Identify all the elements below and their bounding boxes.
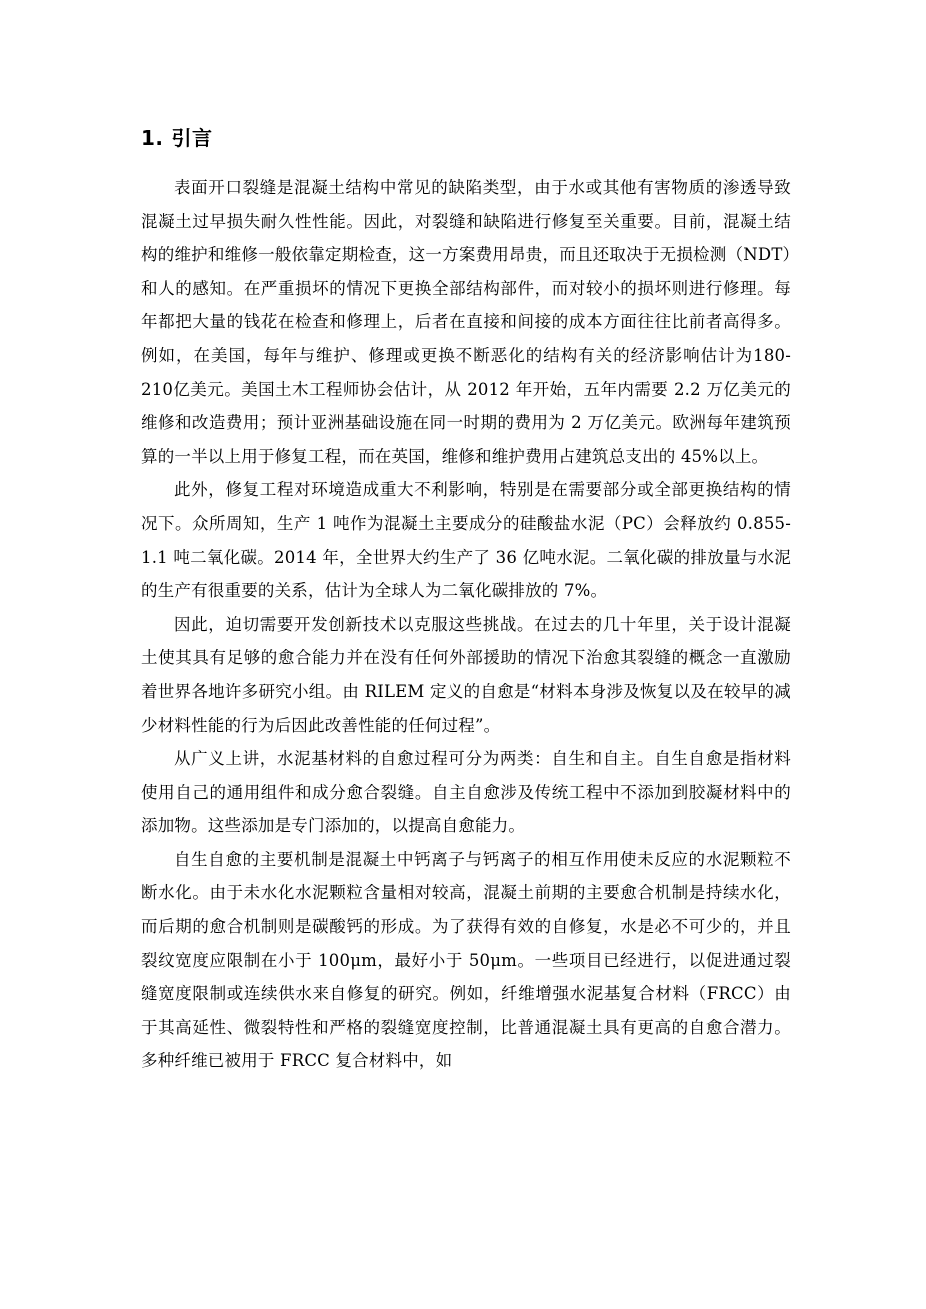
paragraph: 从广义上讲，水泥基材料的自愈过程可分为两类：自生和自主。自生自愈是指材料使用自己的通用组件和成分愈合裂缝。自主自愈涉及传统工程中不添加到胶凝材料中的添加物。这些添加是专门添加的，以提高自愈能力。 <box>141 749 791 836</box>
paragraph: 此外，修复工程对环境造成重大不利影响，特别是在需要部分或全部更换结构的情况下。众所周知，生产 1 吨作为混凝土主要成分的硅酸盐水泥（PC）会释放约 0.855-1.1 吨二氧化碳。2014 年，全世界大约生产了 36 亿吨水泥。二氧化碳的排放量与水泥的生产有很重要的关系，估计为全球人为二氧化碳排放的 7%。 <box>141 480 791 601</box>
paragraph: 因此，迫切需要开发创新技术以克服这些挑战。在过去的几十年里，关于设计混凝土使其具有足够的愈合能力并在没有任何外部援助的情况下治愈其裂缝的概念一直激励着世界各地许多研究小组。由 RILEM 定义的自愈是“材料本身涉及恢复以及在较早的减少材料性能的行为后因此改善性能的任何过程”。 <box>141 614 791 735</box>
document-body <box>141 118 791 1078</box>
paragraph: 表面开口裂缝是混凝土结构中常见的缺陷类型，由于水或其他有害物质的渗透导致混凝土过早损失耐久性性能。因此，对裂缝和缺陷进行修复至关重要。目前，混凝土结构的维护和维修一般依靠定期检查，这一方案费用昂贵，而且还取决于无损检测（NDT）和人的感知。在严重损坏的情况下更换全部结构部件，而对较小的损坏则进行修理。每年都把大量的钱花在检查和修理上，后者在直接和间接的成本方面往往比前者高得多。例如，在美国，每年与维护、修理或更换不断恶化的结构有关的经济影响估计为180-210亿美元。美国土木工程师协会估计，从 2012 年开始，五年内需要 2.2 万亿美元的维修和改造费用；预计亚洲基础设施在同一时期的费用为 2 万亿美元。欧洲每年建筑预算的一半以上用于修复工程，而在英国，维修和维护费用占建筑总支出的 45%以上。 <box>141 178 791 466</box>
paragraph: 自生自愈的主要机制是混凝土中钙离子与钙离子的相互作用使未反应的水泥颗粒不断水化。由于未水化水泥颗粒含量相对较高，混凝土前期的主要愈合机制是持续水化，而后期的愈合机制则是碳酸钙的形成。为了获得有效的自修复，水是必不可少的，并且裂纹宽度应限制在小于 100μm，最好小于 50μm。一些项目已经进行，以促进通过裂缝宽度限制或连续供水来自修复的研究。例如，纤维增强水泥基复合材料（FRCC）由于其高延性、微裂特性和严格的裂缝宽度控制，比普通混凝土具有更高的自愈合潜力。多种纤维已被用于 FRCC 复合材料中，如 <box>141 849 791 1071</box>
section-number: 1. <box>141 126 164 150</box>
section-title: 引言 <box>171 126 213 150</box>
section-heading <box>141 118 791 158</box>
